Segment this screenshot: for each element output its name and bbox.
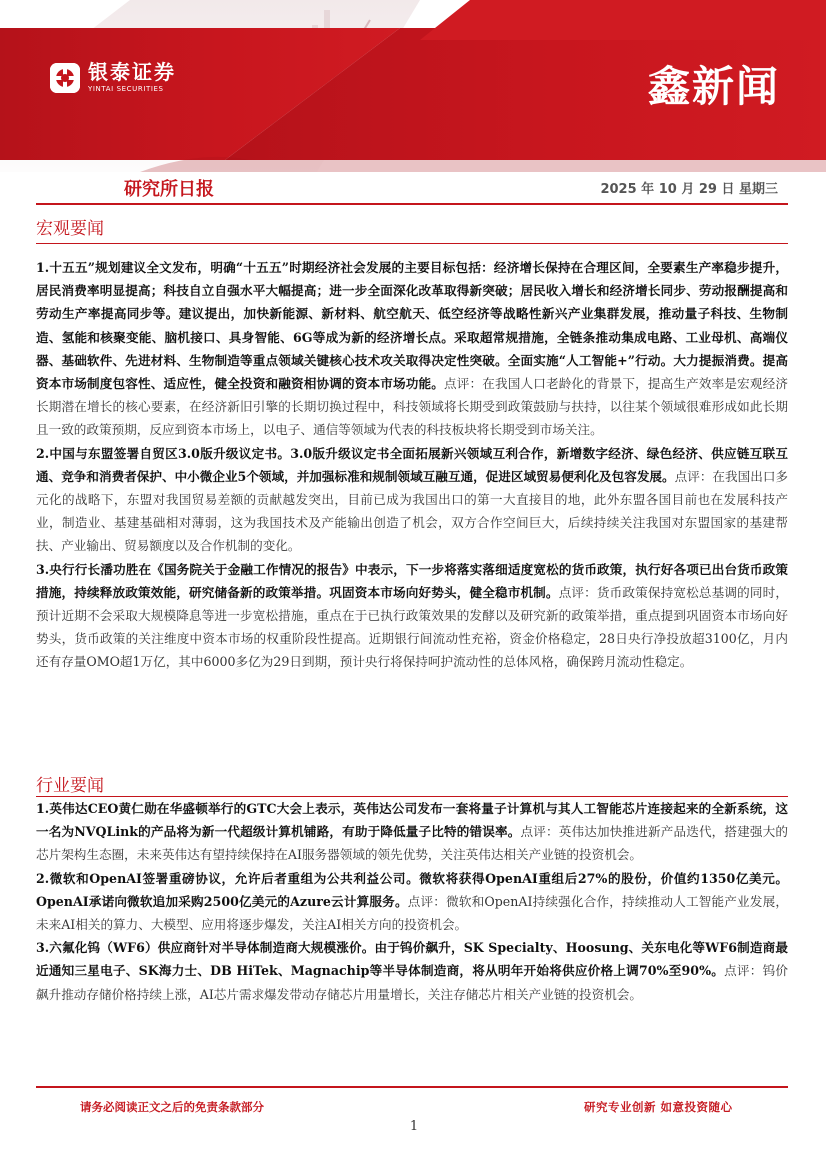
footer-slogan: 研究专业创新 如意投资随心 [584, 1100, 733, 1114]
industry-news-item [36, 797, 788, 867]
page-number: 1 [409, 1119, 419, 1134]
news-headline: 1.英伟达CEO黄仁勋在华盛顿举行的GTC大会上表示，英伟达公司发布一套将量子计算机与其人工智能芯片连接起来的全新系统，这一名为NVQLink的产品将为新一代超级计算机铺路，有助于降低量子比特的错误率。 [36, 801, 788, 840]
logo-name-cn: 银泰证券 [88, 60, 176, 84]
news-comment: 点评：微软和OpenAI持续强化合作，持续推动人工智能产业发展，未来AI相关的算力、大模型、应用将逐步爆发，关注AI相关方向的投资机会。 [36, 893, 788, 933]
industry-news-item [36, 936, 788, 1006]
report-title: 研究所日报 [124, 179, 214, 200]
masthead-title: 鑫新闻 [647, 62, 780, 111]
logo-icon [50, 63, 80, 93]
section-title-macro: 宏观要闻 [36, 219, 104, 239]
macro-news-item [36, 256, 788, 442]
news-comment: 点评：钨价飙升推动存储价格持续上涨，AI芯片需求爆发带动存储芯片用量增长，关注存储芯片相关产业链的投资机会。 [36, 963, 788, 1002]
news-headline: 3.六氟化钨（WF6）供应商针对半导体制造商大规模涨价。由于钨价飙升，SK Specialty、Hoosung、关东电化等WF6制造商最近通知三星电子、SK海力士、DB HiTek、Magnachip等半导体制造商，将从明年开始将供应价格上调70%至90%。 [36, 940, 788, 979]
logo-symbol [50, 63, 80, 93]
news-headline: 3.央行行长潘功胜在《国务院关于金融工作情况的报告》中表示，下一步将落实落细适度宽松的货币政策，执行好各项已出台货币政策措施，持续释放政策效能，研究储备新的政策举措。巩固资本市场向好势头，健全稳市机制。 [36, 561, 788, 600]
logo-text [88, 62, 176, 94]
macro-news-item [36, 442, 788, 558]
section-divider-macro [36, 243, 788, 244]
macro-news-list [36, 256, 788, 674]
section-title-industry: 行业要闻 [36, 776, 104, 796]
report-date: 2025 年 10 月 29 日 星期三 [600, 182, 778, 197]
industry-news-list [36, 797, 788, 1006]
footer-disclaimer: 请务必阅读正文之后的免责条款部分 [80, 1100, 264, 1114]
company-logo [50, 62, 176, 94]
header-divider [36, 203, 788, 205]
news-headline: 1.十五五”规划建议全文发布，明确“十五五”时期经济社会发展的主要目标包括：经济增长保持在合理区间，全要素生产率稳步提升，居民消费率明显提高；科技自立自强水平大幅提高；进一步全面深化改革取得新突破；居民收入增长和经济增长同步、劳动报酬提高和劳动生产率提高同步等。建议提出，加快新能源、新材料、航空航天、低空经济等战略性新兴产业集群发展，推动量子科技、生物制造、氢能和核聚变能、脑机接口、具身智能、6G等成为新的经济增长点。采取超常规措施，全链条推动集成电路、工业母机、高端仪器、基础软件、先进材料、生物制造等重点领域关键核心技术攻关取得决定性突破。全面实施“人工智能+”行动。大力提振消费。提高资本市场制度包容性、适应性，健全投资和融资相协调的资本市场功能。 [36, 260, 788, 392]
industry-news-item [36, 867, 788, 937]
footer-divider [36, 1086, 788, 1088]
logo-name-en: YINTAI SECURITIES [88, 85, 164, 93]
macro-news-item [36, 558, 788, 674]
news-comment: 点评：英伟达加快推进新产品迭代，搭建强大的芯片架构生态圈，未来英伟达有望持续保持在AI服务器领域的领先优势，关注英伟达相关产业链的投资机会。 [36, 824, 789, 863]
news-headline: 2.微软和OpenAI签署重磅协议，允许后者重组为公共利益公司。微软将获得OpenAI重组后27%的股份，价值约1350亿美元。OpenAI承诺向微软追加采购2500亿美元的Azure云计算服务。 [36, 870, 788, 909]
news-comment: 点评：在我国人口老龄化的背景下，提高生产效率是宏观经济长期潜在增长的核心要素，在经济新旧引擎的长期切换过程中，科技领域将长期受到政策鼓励与扶持，以往某个领域很难形成如此长期且一致的政策预期，反应到资本市场上，以电子、通信等领域为代表的科技板块将长期受到市场关注。 [36, 376, 789, 438]
news-comment: 点评：在我国出口多元化的战略下，东盟对我国贸易差额的贡献越发突出，目前已成为我国出口的第一大直接目的地，此外东盟各国目前也在发展科技产业，制造业、基建基础相对薄弱，这为我国技术及产能输出创造了机会，双方合作空间巨大，后续持续关注我国对东盟国家的基建帮扶、产业输出、贸易额度以及合作机制的变化。 [36, 468, 789, 554]
news-headline: 2.中国与东盟签署自贸区3.0版升级议定书。3.0版升级议定书全面拓展新兴领域互利合作，新增数字经济、绿色经济、供应链互联互通、竞争和消费者保护、中小微企业5个领域，并加强标准和规制领域互融互通，促进区域贸易便利化及包容发展。 [36, 445, 788, 484]
news-comment: 点评：货币政策保持宽松总基调的同时，预计近期不会采取大规模降息等进一步宽松措施，重点在于已执行政策效果的发酵以及研究新的政策举措，重点提到巩固资本市场向好势头，货币政策的关注维度中资本市场的权重阶段性提高。近期银行间流动性充裕，资金价格稳定，28日央行净投放超3100亿，月内还有存量OMO超1万亿，其中6000多亿为29日到期，预计央行将保持呵护流动性的总体风格，确保跨月流动性稳定。 [36, 584, 789, 670]
